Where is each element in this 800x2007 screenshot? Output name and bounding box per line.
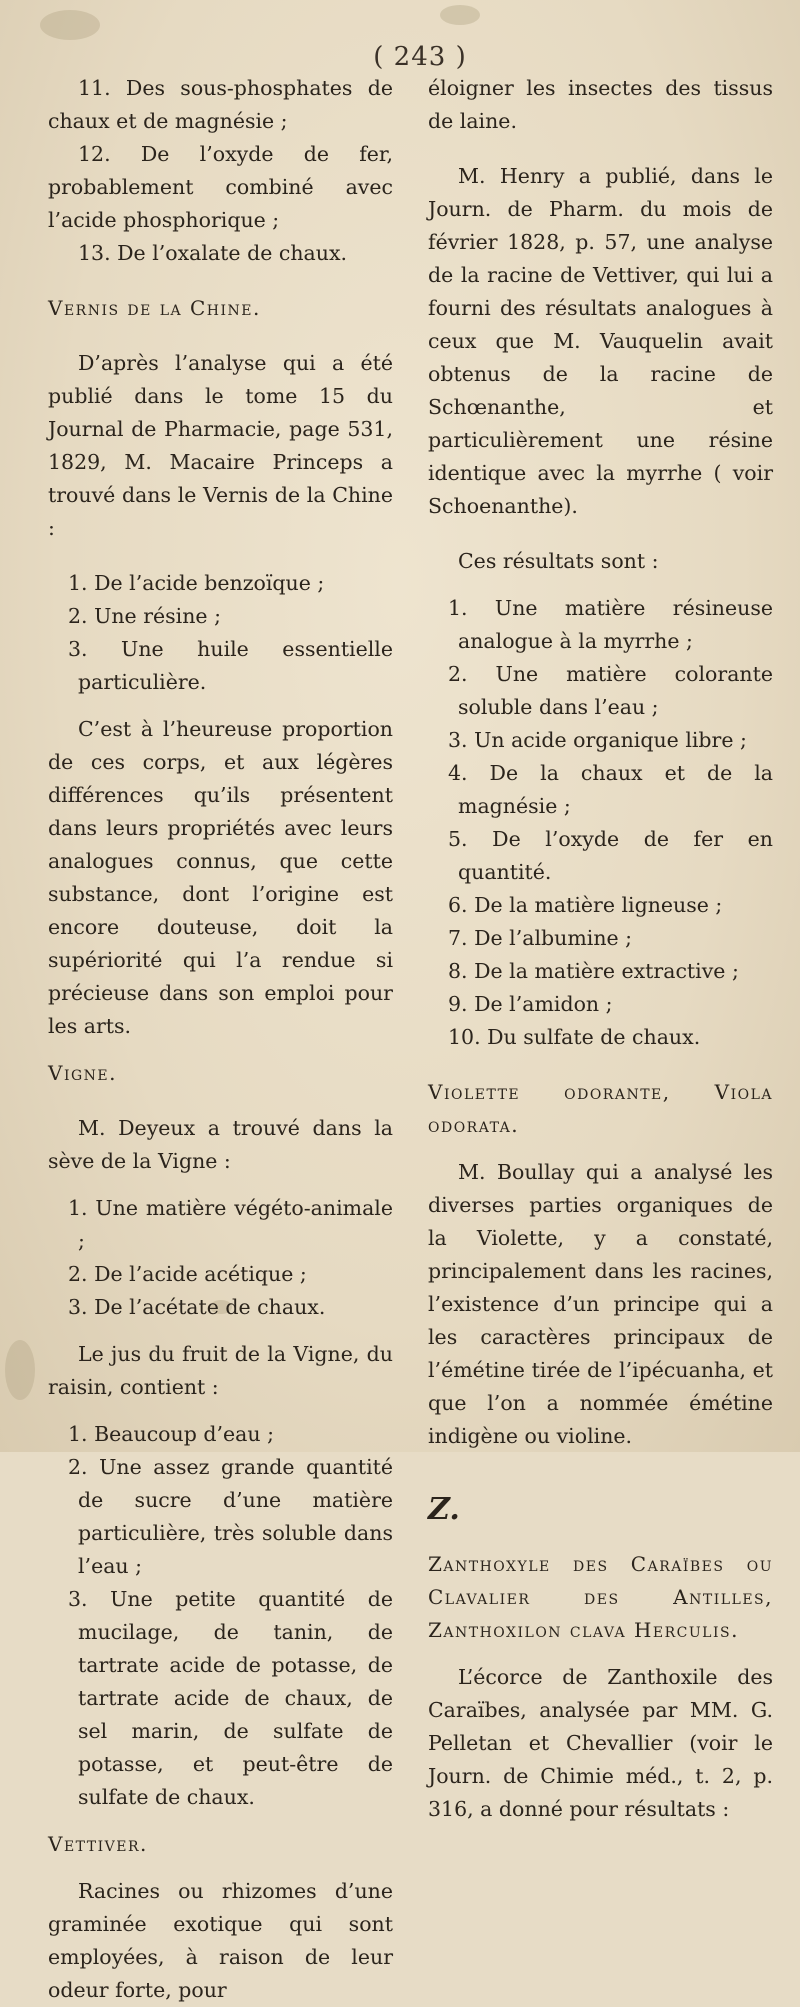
list-item: 5. De l’oxyde de fer en quantité. xyxy=(448,827,773,884)
section-heading-vettiver: Vettiver. xyxy=(48,1832,148,1856)
list-item: 3. Une huile essentielle particulière. xyxy=(68,637,393,694)
list-item: 2. Une matière colorante soluble dans l’eau ; xyxy=(448,662,773,719)
paragraph: M. Deyeux a trouvé dans la sève de la Vigne : xyxy=(48,1116,393,1173)
foxing-stain xyxy=(440,5,480,25)
section-heading-vernis: Vernis de la Chine. xyxy=(48,296,261,320)
list-item: 1. Beaucoup d’eau ; xyxy=(68,1422,274,1446)
foxing-stain xyxy=(5,1340,35,1400)
list-item: 3. Un acide organique libre ; xyxy=(448,728,747,752)
list-item: 1. Une matière résineuse analogue à la myrrhe ; xyxy=(448,596,773,653)
paragraph: M. Henry a publié, dans le Journ. de Pharm. du mois de février 1828, p. 57, une analyse de la racine de Vettiver, qui lui a fourni des résultats analogues à ceux que M. Vauquelin avait obtenus de la racine de Schœnanthe, et particulièrement une résine identique avec la myrrhe ( voir Schoenanthe). xyxy=(428,164,773,518)
list-item: 10. Du sulfate de chaux. xyxy=(448,1025,701,1049)
section-heading-violette: Violette odorante, Viola odorata. xyxy=(428,1080,773,1137)
paragraph: Ces résultats sont : xyxy=(458,549,659,573)
paragraph: 11. Des sous-phosphates de chaux et de magnésie ; xyxy=(48,76,393,133)
letter-heading: Z. xyxy=(428,1492,460,1527)
paragraph: Le jus du fruit de la Vigne, du raisin, contient : xyxy=(48,1342,393,1399)
section-heading-zanthoxyle: Zanthoxyle des Caraïbes ou Clavalier des Antilles, Zanthoxilon clava Herculis. xyxy=(428,1552,773,1642)
paragraph: D’après l’analyse qui a été publié dans le tome 15 du Journal de Pharmacie, page 531, 1829, M. Macaire Princeps a trouvé dans le Vernis de la Chine : xyxy=(48,351,393,540)
paragraph: C’est à l’heureuse proportion de ces corps, et aux légères différences qu’ils présentent dans leurs propriétés avec leurs analogues connus, que cette substance, dont l’origine est encore douteuse, doit la supériorité qui l’a rendue si précieuse dans son emploi pour les arts. xyxy=(48,717,393,1038)
list-item: 3. De l’acétate de chaux. xyxy=(68,1295,326,1319)
paragraph: éloigner les insectes des tissus de laine. xyxy=(428,76,773,133)
paragraph: Racines ou rhizomes d’une graminée exotique qui sont employées, à raison de leur odeur forte, pour xyxy=(48,1879,393,2002)
paragraph: 12. De l’oxyde de fer, probablement combiné avec l’acide phosphorique ; xyxy=(48,142,393,232)
list-item: 4. De la chaux et de la magnésie ; xyxy=(448,761,773,818)
list-item: 6. De la matière ligneuse ; xyxy=(448,893,723,917)
list-item: 7. De l’albumine ; xyxy=(448,926,633,950)
list-item: 8. De la matière extractive ; xyxy=(448,959,739,983)
page-number: ( 243 ) xyxy=(373,42,467,72)
list-item: 2. Une résine ; xyxy=(68,604,221,628)
left-column xyxy=(48,72,393,2007)
right-column xyxy=(428,72,773,1826)
section-heading-vigne: Vigne. xyxy=(48,1061,117,1085)
paragraph: 13. De l’oxalate de chaux. xyxy=(78,241,348,265)
list-item: 1. De l’acide benzoïque ; xyxy=(68,571,325,595)
paragraph: M. Boullay qui a analysé les diverses parties organiques de la Violette, y a constaté, principalement dans les racines, l’existence d’un principe qui a les caractères principaux de l’émétine tirée de l’ipécuanha, et que l’on a nommée émétine indigène ou violine. xyxy=(428,1160,773,1448)
list-item: 3. Une petite quantité de mucilage, de tanin, de tartrate acide de potasse, de tartrate acide de chaux, de sel marin, de sulfate de potasse, et peut-être de sulfate de chaux. xyxy=(68,1587,393,1809)
list-item: 9. De l’amidon ; xyxy=(448,992,613,1016)
paragraph: L’écorce de Zanthoxile des Caraïbes, analysée par MM. G. Pelletan et Chevallier (voir le Journ. de Chimie méd., t. 2, p. 316, a donné pour résultats : xyxy=(428,1665,773,1821)
list-item: 1. Une matière végéto-animale ; xyxy=(68,1196,393,1253)
foxing-stain xyxy=(40,10,100,40)
list-item: 2. De l’acide acétique ; xyxy=(68,1262,307,1286)
list-item: 2. Une assez grande quantité de sucre d’une matière particulière, très soluble dans l’eau ; xyxy=(68,1455,393,1578)
